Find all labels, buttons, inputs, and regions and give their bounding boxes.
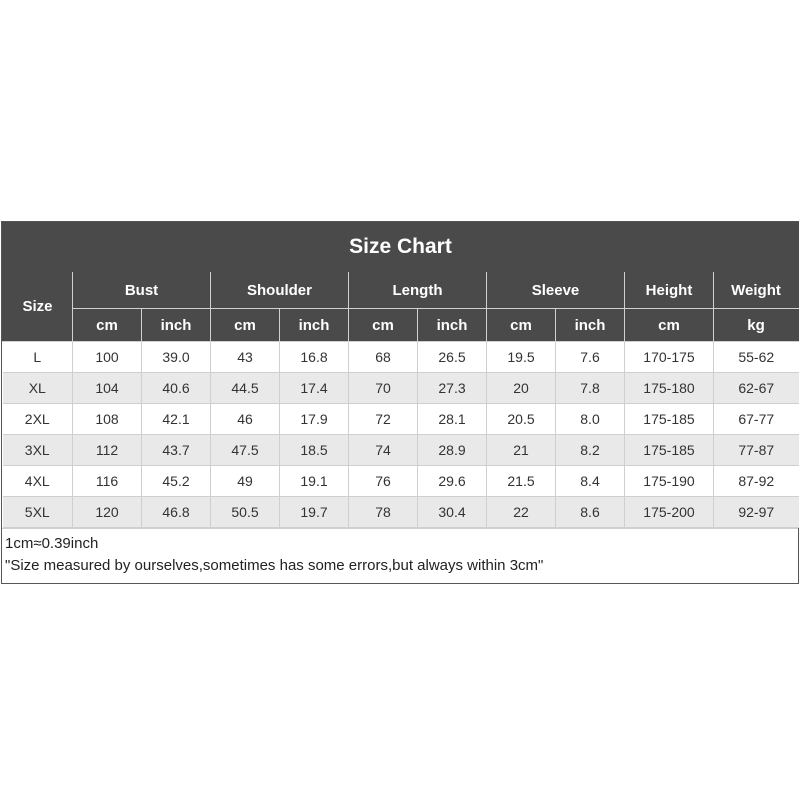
bust-inch-cell: 42.1 bbox=[142, 404, 211, 435]
sleeve-cm-cell: 21 bbox=[487, 435, 556, 466]
shoulder-inch-cell: 19.7 bbox=[280, 497, 349, 528]
shoulder-inch-cell: 17.4 bbox=[280, 373, 349, 404]
bust-cm-cell: 120 bbox=[73, 497, 142, 528]
length-unit-inch: inch bbox=[418, 309, 487, 342]
bust-cm-cell: 100 bbox=[73, 342, 142, 373]
sleeve-cm-cell: 22 bbox=[487, 497, 556, 528]
shoulder-cm-cell: 44.5 bbox=[211, 373, 280, 404]
bust-inch-cell: 46.8 bbox=[142, 497, 211, 528]
shoulder-unit-inch: inch bbox=[280, 309, 349, 342]
sleeve-header: Sleeve bbox=[487, 272, 625, 309]
sleeve-inch-cell: 7.6 bbox=[556, 342, 625, 373]
weight-cell: 77-87 bbox=[714, 435, 799, 466]
shoulder-cm-cell: 43 bbox=[211, 342, 280, 373]
height-cell: 170-175 bbox=[625, 342, 714, 373]
bust-inch-cell: 45.2 bbox=[142, 466, 211, 497]
size-cell: 3XL bbox=[3, 435, 73, 466]
length-inch-cell: 27.3 bbox=[418, 373, 487, 404]
size-cell: 2XL bbox=[3, 404, 73, 435]
length-cm-cell: 76 bbox=[349, 466, 418, 497]
weight-cell: 87-92 bbox=[714, 466, 799, 497]
height-cell: 175-200 bbox=[625, 497, 714, 528]
table-row bbox=[3, 404, 799, 435]
length-unit-cm: cm bbox=[349, 309, 418, 342]
length-cm-cell: 70 bbox=[349, 373, 418, 404]
bust-cm-cell: 104 bbox=[73, 373, 142, 404]
bust-unit-inch: inch bbox=[142, 309, 211, 342]
size-cell: 4XL bbox=[3, 466, 73, 497]
length-inch-cell: 29.6 bbox=[418, 466, 487, 497]
shoulder-cm-cell: 46 bbox=[211, 404, 280, 435]
weight-cell: 62-67 bbox=[714, 373, 799, 404]
height-header: Height bbox=[625, 272, 714, 309]
bust-inch-cell: 40.6 bbox=[142, 373, 211, 404]
weight-cell: 92-97 bbox=[714, 497, 799, 528]
table-row bbox=[3, 497, 799, 528]
shoulder-cm-cell: 47.5 bbox=[211, 435, 280, 466]
sleeve-inch-cell: 8.6 bbox=[556, 497, 625, 528]
sleeve-cm-cell: 20 bbox=[487, 373, 556, 404]
sleeve-inch-cell: 8.2 bbox=[556, 435, 625, 466]
length-cm-cell: 78 bbox=[349, 497, 418, 528]
shoulder-inch-cell: 18.5 bbox=[280, 435, 349, 466]
height-unit-cm: cm bbox=[625, 309, 714, 342]
sleeve-unit-cm: cm bbox=[487, 309, 556, 342]
chart-title: Size Chart bbox=[3, 223, 799, 272]
length-inch-cell: 26.5 bbox=[418, 342, 487, 373]
height-cell: 175-180 bbox=[625, 373, 714, 404]
shoulder-unit-cm: cm bbox=[211, 309, 280, 342]
sleeve-inch-cell: 8.4 bbox=[556, 466, 625, 497]
weight-unit-kg: kg bbox=[714, 309, 799, 342]
size-cell: 5XL bbox=[3, 497, 73, 528]
shoulder-inch-cell: 19.1 bbox=[280, 466, 349, 497]
length-inch-cell: 28.9 bbox=[418, 435, 487, 466]
bust-header: Bust bbox=[73, 272, 211, 309]
length-cm-cell: 74 bbox=[349, 435, 418, 466]
sleeve-cm-cell: 19.5 bbox=[487, 342, 556, 373]
height-cell: 175-185 bbox=[625, 404, 714, 435]
height-cell: 175-190 bbox=[625, 466, 714, 497]
length-cm-cell: 68 bbox=[349, 342, 418, 373]
bust-inch-cell: 43.7 bbox=[142, 435, 211, 466]
weight-cell: 55-62 bbox=[714, 342, 799, 373]
height-cell: 175-185 bbox=[625, 435, 714, 466]
sleeve-inch-cell: 8.0 bbox=[556, 404, 625, 435]
notes bbox=[2, 528, 798, 583]
length-inch-cell: 30.4 bbox=[418, 497, 487, 528]
conversion-note: 1cm≈0.39inch bbox=[5, 535, 99, 552]
table-row bbox=[3, 466, 799, 497]
sleeve-cm-cell: 20.5 bbox=[487, 404, 556, 435]
length-cm-cell: 72 bbox=[349, 404, 418, 435]
weight-header: Weight bbox=[714, 272, 799, 309]
bust-unit-cm: cm bbox=[73, 309, 142, 342]
sleeve-unit-inch: inch bbox=[556, 309, 625, 342]
weight-cell: 67-77 bbox=[714, 404, 799, 435]
bust-cm-cell: 108 bbox=[73, 404, 142, 435]
table-row bbox=[3, 435, 799, 466]
shoulder-cm-cell: 49 bbox=[211, 466, 280, 497]
bust-cm-cell: 112 bbox=[73, 435, 142, 466]
size-chart bbox=[1, 221, 799, 584]
size-cell: L bbox=[3, 342, 73, 373]
sleeve-cm-cell: 21.5 bbox=[487, 466, 556, 497]
bust-cm-cell: 116 bbox=[73, 466, 142, 497]
table-row bbox=[3, 342, 799, 373]
shoulder-inch-cell: 16.8 bbox=[280, 342, 349, 373]
shoulder-cm-cell: 50.5 bbox=[211, 497, 280, 528]
size-column-header: Size bbox=[3, 272, 73, 342]
measurement-disclaimer: "Size measured by ourselves,sometimes has some errors,but always within 3cm" bbox=[5, 557, 544, 574]
length-inch-cell: 28.1 bbox=[418, 404, 487, 435]
bust-inch-cell: 39.0 bbox=[142, 342, 211, 373]
size-table bbox=[2, 222, 799, 528]
table-row bbox=[3, 373, 799, 404]
sleeve-inch-cell: 7.8 bbox=[556, 373, 625, 404]
size-cell: XL bbox=[3, 373, 73, 404]
shoulder-inch-cell: 17.9 bbox=[280, 404, 349, 435]
shoulder-header: Shoulder bbox=[211, 272, 349, 309]
length-header: Length bbox=[349, 272, 487, 309]
